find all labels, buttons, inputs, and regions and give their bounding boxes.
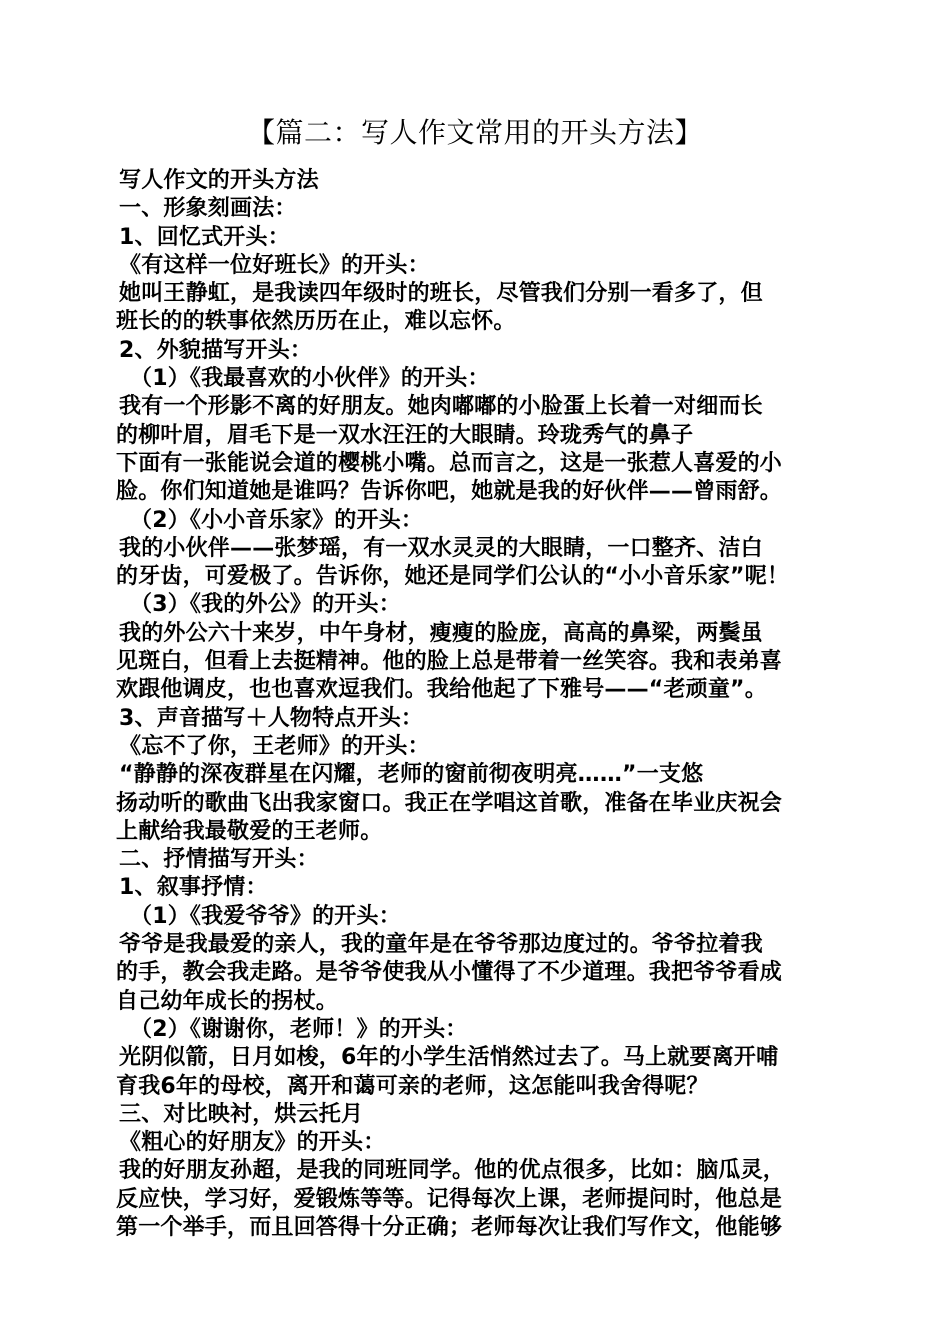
paragraph-line: 育我6年的母校，离开和蔼可亲的老师，这怎能叫我舍得呢？ [116, 1073, 709, 1099]
example-heading: （1）《我最喜欢的小伙伴》的开头： [130, 366, 490, 392]
page-title: 【篇二：写人作文常用的开头方法】 [246, 116, 703, 149]
paragraph-line: 爷爷是我最爱的亲人，我的童年是在爷爷那边度过的。爷爷拉着我 [119, 932, 763, 958]
paragraph-line: 我有一个形影不离的好朋友。她肉嘟嘟的小脸蛋上长着一对细而长 [119, 394, 763, 420]
section-heading: 三、对比映衬，烘云托月 [119, 1101, 364, 1127]
paragraph-line: 脸。你们知道她是谁吗？告诉你吧，她就是我的好伙伴——曾雨舒。 [116, 479, 783, 505]
paragraph-line: 的手，教会我走路。是爷爷使我从小懂得了不少道理。我把爷爷看成 [116, 960, 783, 986]
paragraph-line: 反应快，学习好，爱锻炼等等。记得每次上课，老师提问时，他总是 [116, 1186, 783, 1212]
paragraph-line: 我的好朋友孙超，是我的同班同学。他的优点很多，比如：脑瓜灵， [119, 1158, 786, 1184]
subsection-heading: 1、叙事抒情： [119, 875, 268, 901]
section-heading: 一、形象刻画法： [119, 196, 297, 222]
section-heading: 二、抒情描写开头： [119, 847, 319, 873]
subsection-heading: 1、回忆式开头： [119, 224, 290, 250]
paragraph-line: 自己幼年成长的拐杖。 [116, 988, 339, 1014]
paragraph-line: 班长的的轶事依然历历在止，难以忘怀。 [116, 309, 516, 335]
paragraph-line: 欢跟他调皮，也也喜欢逗我们。我给他起了下雅号——“老顽童”。 [116, 677, 767, 703]
paragraph-line: “静静的深夜群星在闪耀，老师的窗前彻夜明亮……”一支悠 [119, 762, 704, 788]
example-heading: （1）《我爱爷爷》的开头： [130, 903, 401, 929]
paragraph-line: 的牙齿，可爱极了。告诉你，她还是同学们公认的“小小音乐家”呢！ [116, 564, 790, 590]
example-heading: 《有这样一位好班长》的开头： [119, 252, 430, 278]
paragraph-line: 的柳叶眉，眉毛下是一双水汪汪的大眼睛。玲珑秀气的鼻子 [116, 422, 694, 448]
paragraph-line: 第一个举手，而且回答得十分正确；老师每次让我们写作文，他能够 [116, 1214, 783, 1240]
paragraph-line: 我的小伙伴——张梦瑶，有一双水灵灵的大眼睛，一口整齐、洁白 [119, 535, 763, 561]
example-heading: 《忘不了你，王老师》的开头： [119, 733, 430, 759]
example-heading: （3）《我的外公》的开头： [130, 592, 401, 618]
example-heading: （2）《谢谢你，老师！》的开头： [130, 1016, 468, 1042]
paragraph-line: 她叫王静虹，是我读四年级时的班长，尽管我们分别一看多了，但 [119, 281, 763, 307]
subsection-heading: 3、声音描写＋人物特点开头： [119, 705, 424, 731]
subsection-heading: 2、外貌描写开头： [119, 337, 313, 363]
paragraph-line: 光阴似箭，日月如梭，6年的小学生活悄然过去了。马上就要离开哺 [119, 1045, 779, 1071]
paragraph-line: 扬动听的歌曲飞出我家窗口。我正在学唱这首歌，准备在毕业庆祝会 [116, 790, 783, 816]
paragraph-line: 下面有一张能说会道的樱桃小嘴。总而言之，这是一张惹人喜爱的小 [116, 450, 783, 476]
example-heading: （2）《小小音乐家》的开头： [130, 507, 424, 533]
paragraph-line: 见斑白，但看上去挺精神。他的脸上总是带着一丝笑容。我和表弟喜 [116, 649, 783, 675]
paragraph-line: 我的外公六十来岁，中午身材，瘦瘦的脸庞，高高的鼻梁，两鬓虽 [119, 620, 763, 646]
section-heading: 写人作文的开头方法 [119, 168, 319, 193]
example-heading: 《粗心的好朋友》的开头： [119, 1130, 386, 1156]
paragraph-line: 上献给我最敬爱的王老师。 [116, 818, 383, 844]
document-body [116, 167, 840, 1242]
